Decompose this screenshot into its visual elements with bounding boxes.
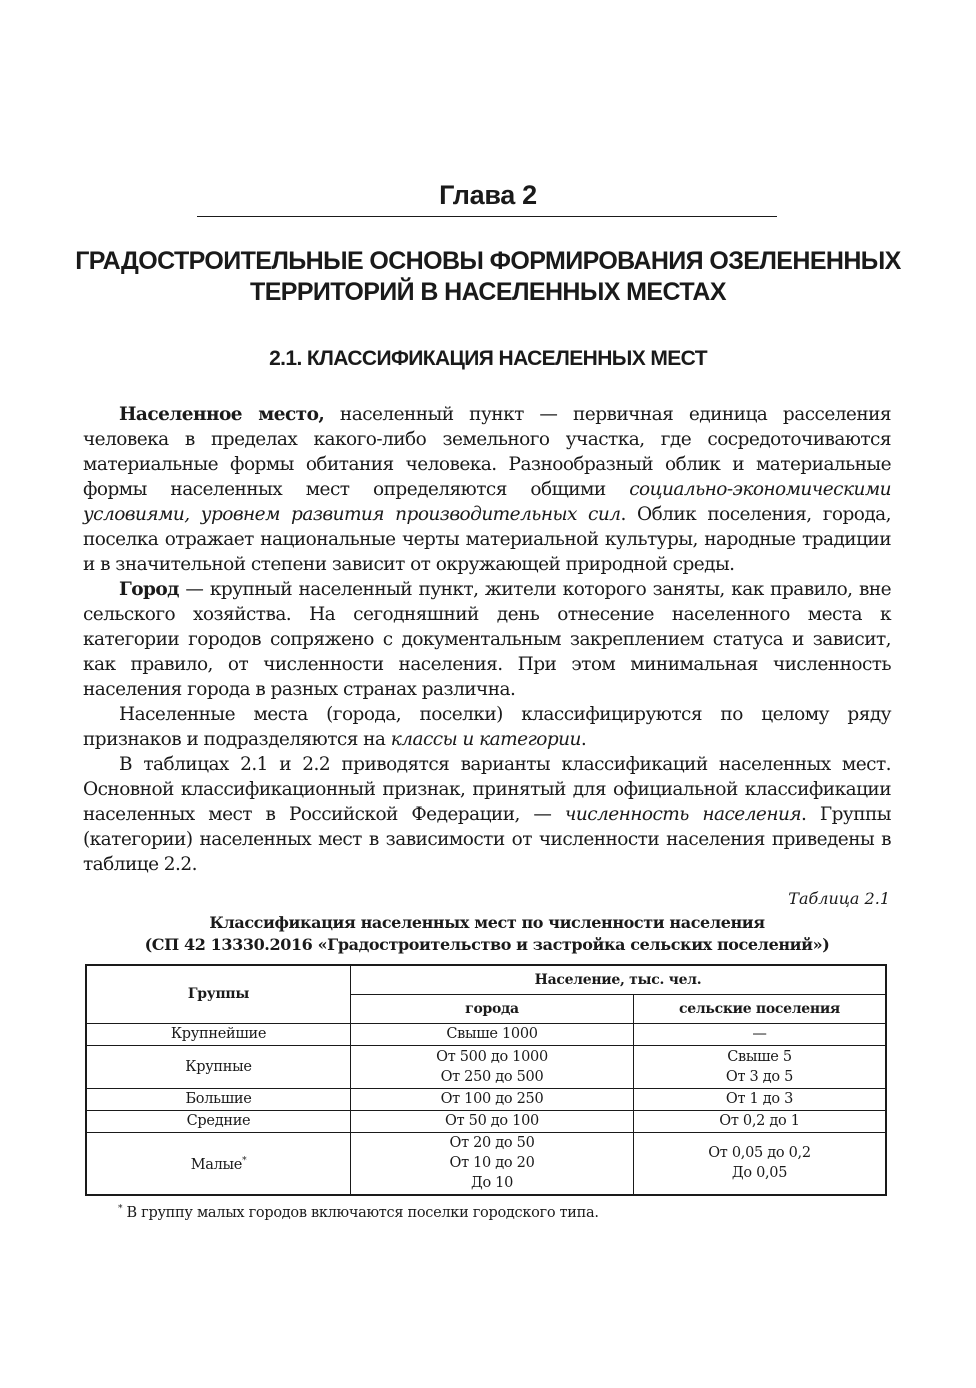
term-settlement: Населенное место, xyxy=(119,404,325,425)
cell-value: До 0,05 xyxy=(731,1165,788,1182)
cell-cities xyxy=(351,1045,634,1088)
table-caption-line: Классификация населенных мест по численности населения xyxy=(209,913,765,932)
cell-rural xyxy=(634,1088,887,1110)
cell-value: От 0,2 до 1 xyxy=(719,1113,800,1129)
cell-value: От 100 до 250 xyxy=(440,1091,544,1107)
cell-value: До 10 xyxy=(470,1175,514,1192)
cell-group: Крупнейшие xyxy=(86,1023,351,1045)
paragraph-3 xyxy=(83,702,891,752)
cell-value: Свыше 1000 xyxy=(446,1026,538,1042)
table-row xyxy=(86,1110,886,1132)
table-number: Таблица 2.1 xyxy=(788,889,890,908)
header-population: Население, тыс. чел. xyxy=(351,965,887,994)
cell-cities xyxy=(351,1132,634,1195)
footnote-text: В группу малых городов включаются поселки городского типа. xyxy=(122,1205,599,1221)
paragraph-3-text: Населенные места (города, поселки) классифицируются по целому ряду признаков и подразделяются на xyxy=(83,704,891,750)
footnote-mark: * xyxy=(118,1204,123,1214)
table-row xyxy=(86,1045,886,1088)
chapter-title-line: ТЕРРИТОРИЙ В НАСЕЛЕННЫХ МЕСТАХ xyxy=(250,278,726,306)
table-footnote xyxy=(118,1204,599,1221)
paragraph-1-text: населенный пункт — первичная единица расселения человека в пределах какого-либо земельного участка, где сосредоточиваются материальные формы обитания человека. Разнообразный облик и материальные формы населенных мест определяются общими xyxy=(83,404,891,500)
cell-group: Большие xyxy=(86,1088,351,1110)
paragraph-4-text: В таблицах 2.1 и 2.2 приводятся варианты классификаций населенных мест. Основной классификационный признак, принятый для официальной классификации населенных мест в Российской Федерации, — xyxy=(83,754,891,825)
cell-group xyxy=(86,1132,351,1195)
cell-value: От 1 до 3 xyxy=(725,1091,794,1107)
cell-value: От 250 до 500 xyxy=(440,1068,544,1085)
cell-group-label: Малые xyxy=(190,1157,243,1174)
cell-rural xyxy=(634,1132,887,1195)
chapter-title-line: ГРАДОСТРОИТЕЛЬНЫЕ ОСНОВЫ ФОРМИРОВАНИЯ ОЗЕЛЕНЕННЫХ xyxy=(75,247,901,275)
paragraph-4 xyxy=(83,752,891,877)
paragraph-2 xyxy=(83,577,891,702)
cell-value: От 50 до 100 xyxy=(445,1113,539,1129)
table-caption-line: (СП 42 13330.2016 «Градостроительство и застройка сельских поселений») xyxy=(144,935,830,954)
cell-value: От 10 до 20 xyxy=(449,1155,535,1172)
paragraph-3-text-end: . xyxy=(580,729,587,750)
body-text xyxy=(83,402,891,877)
term-city: Город xyxy=(119,579,179,600)
header-cities: города xyxy=(351,994,634,1023)
cell-value: — xyxy=(752,1026,767,1042)
paragraph-2-text: — крупный населенный пункт, жители которого заняты, как правило, вне сельского хозяйства. На сегодняшний день отнесение населенного места к категории городов сопряжено с документальным закреплением статуса и зависит, как правило, от численности населения. При этом минимальная численность населения города в разных странах различна. xyxy=(83,579,891,700)
chapter-rule xyxy=(197,216,777,217)
footnote-mark: * xyxy=(242,1156,247,1167)
paragraph-1 xyxy=(83,402,891,577)
cell-value: От 3 до 5 xyxy=(725,1068,794,1085)
section-title: 2.1. КЛАССИФИКАЦИЯ НАСЕЛЕННЫХ МЕСТ xyxy=(269,347,707,370)
header-rural: сельские поселения xyxy=(634,994,887,1023)
cell-rural xyxy=(634,1023,887,1045)
table-row xyxy=(86,1132,886,1195)
cell-rural xyxy=(634,1045,887,1088)
table-row xyxy=(86,1088,886,1110)
cell-value: От 20 до 50 xyxy=(449,1135,535,1152)
table-caption xyxy=(83,912,891,956)
cell-cities xyxy=(351,1023,634,1045)
paragraph-1-italic: социально-экономическими условиями, уровнем развития производительных сил xyxy=(83,479,891,525)
paragraph-4-text-end: . Группы (категории) населенных мест в зависимости от численности населения приведены в таблице 2.2. xyxy=(83,804,891,875)
chapter-label: Глава 2 xyxy=(439,180,537,210)
cell-group: Средние xyxy=(86,1110,351,1132)
cell-rural xyxy=(634,1110,887,1132)
cell-cities xyxy=(351,1110,634,1132)
cell-value: Свыше 5 xyxy=(727,1048,792,1065)
paragraph-4-italic: численность населения xyxy=(564,804,802,825)
cell-cities xyxy=(351,1088,634,1110)
chapter-title xyxy=(60,246,916,308)
cell-group: Крупные xyxy=(86,1045,351,1088)
classification-table xyxy=(85,964,887,1196)
header-groups: Группы xyxy=(86,965,351,1023)
paragraph-3-italic: классы и категории xyxy=(390,729,581,750)
cell-value: От 500 до 1000 xyxy=(436,1048,548,1065)
paragraph-1-text-end: . Облик поселения, города, поселка отражает национальные черты материальной культуры, народные традиции и в значительной степени зависит от окружающей природной среды. xyxy=(83,504,891,575)
table-row xyxy=(86,1023,886,1045)
cell-value: От 0,05 до 0,2 xyxy=(708,1145,811,1162)
